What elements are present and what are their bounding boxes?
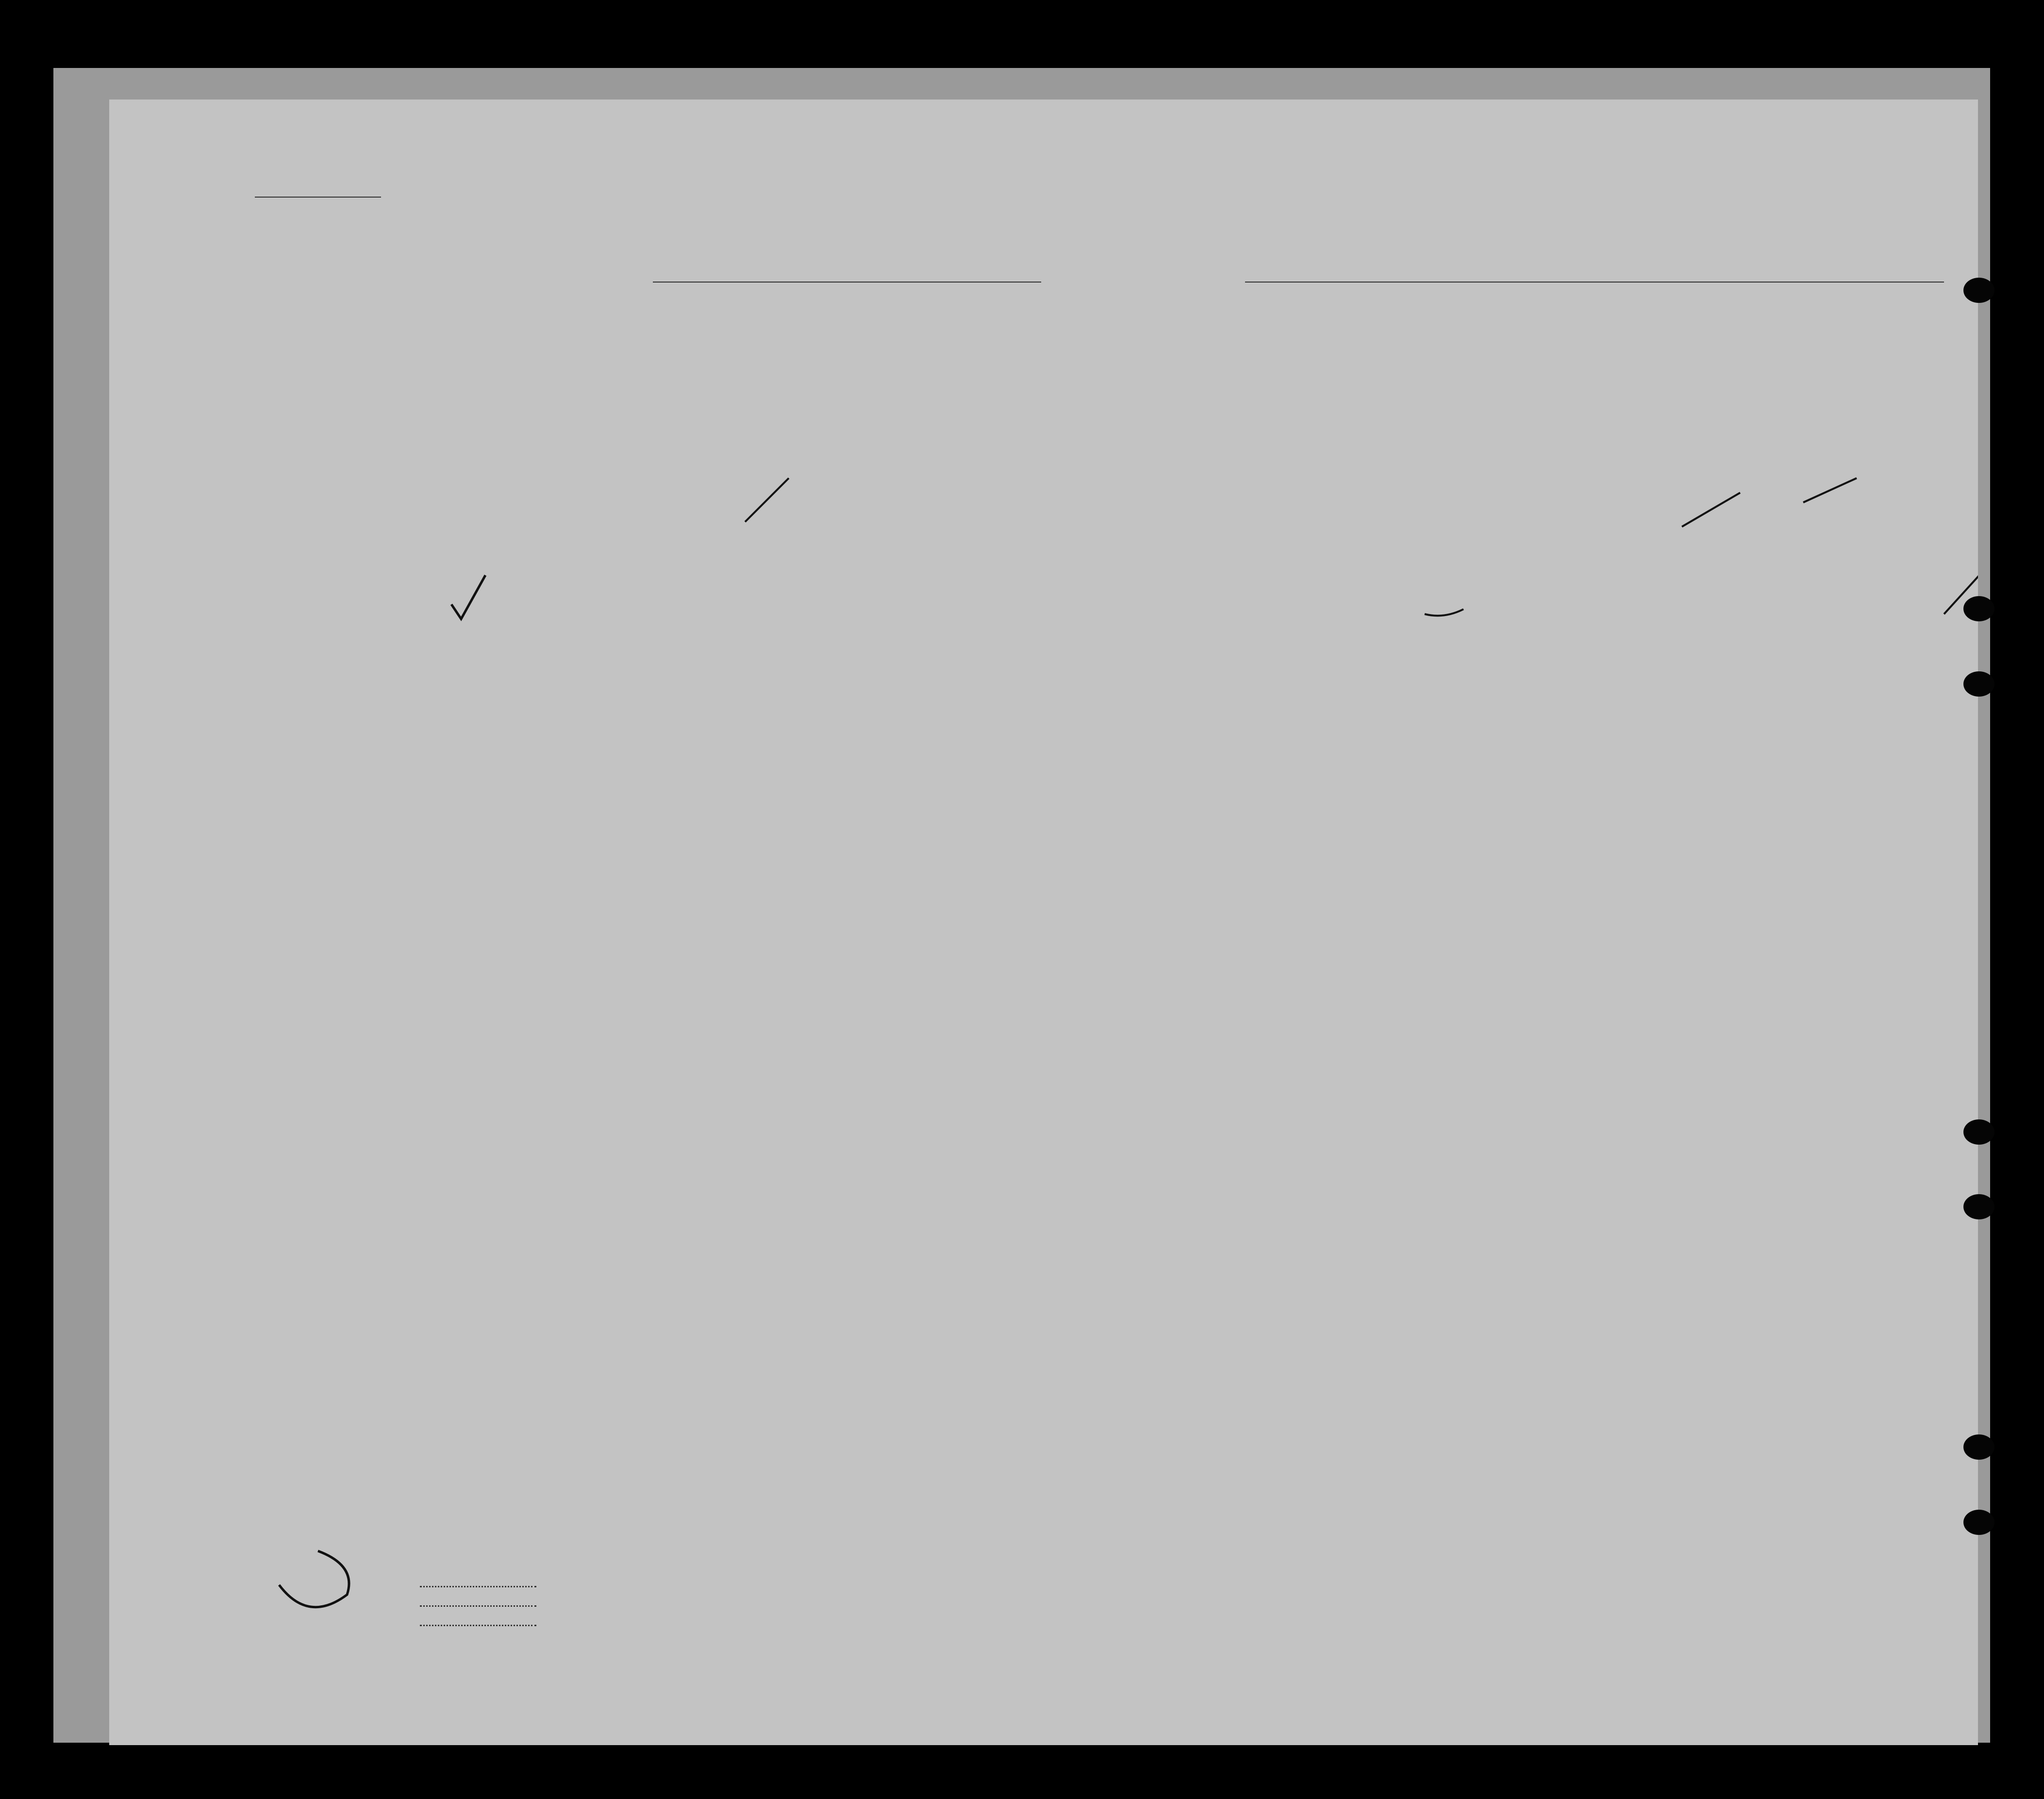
- age-slash-icon: [745, 478, 789, 522]
- binder-hole-7: [1963, 1510, 1994, 1535]
- binder-hole-4: [1963, 1119, 1994, 1145]
- manifest-sheet: [109, 100, 1978, 1745]
- date-slash-icon: [1682, 493, 1740, 527]
- bottom-loop-icon: [279, 1551, 349, 1607]
- binder-hole-6: [1963, 1434, 1994, 1460]
- residence-slash-icon: [1803, 478, 1857, 502]
- pen-marks: [109, 100, 1978, 1745]
- footer-citizens-line: [420, 1605, 536, 1607]
- flourish-icon: [1425, 609, 1463, 616]
- binder-hole-5: [1963, 1194, 1994, 1219]
- footer-total-line: [420, 1586, 536, 1587]
- binder-hole-1: [1963, 278, 1994, 303]
- binder-hole-2: [1963, 596, 1994, 621]
- footer-aliens-line: [420, 1625, 536, 1626]
- binder-hole-3: [1963, 671, 1994, 697]
- check-mark-icon: [451, 575, 485, 619]
